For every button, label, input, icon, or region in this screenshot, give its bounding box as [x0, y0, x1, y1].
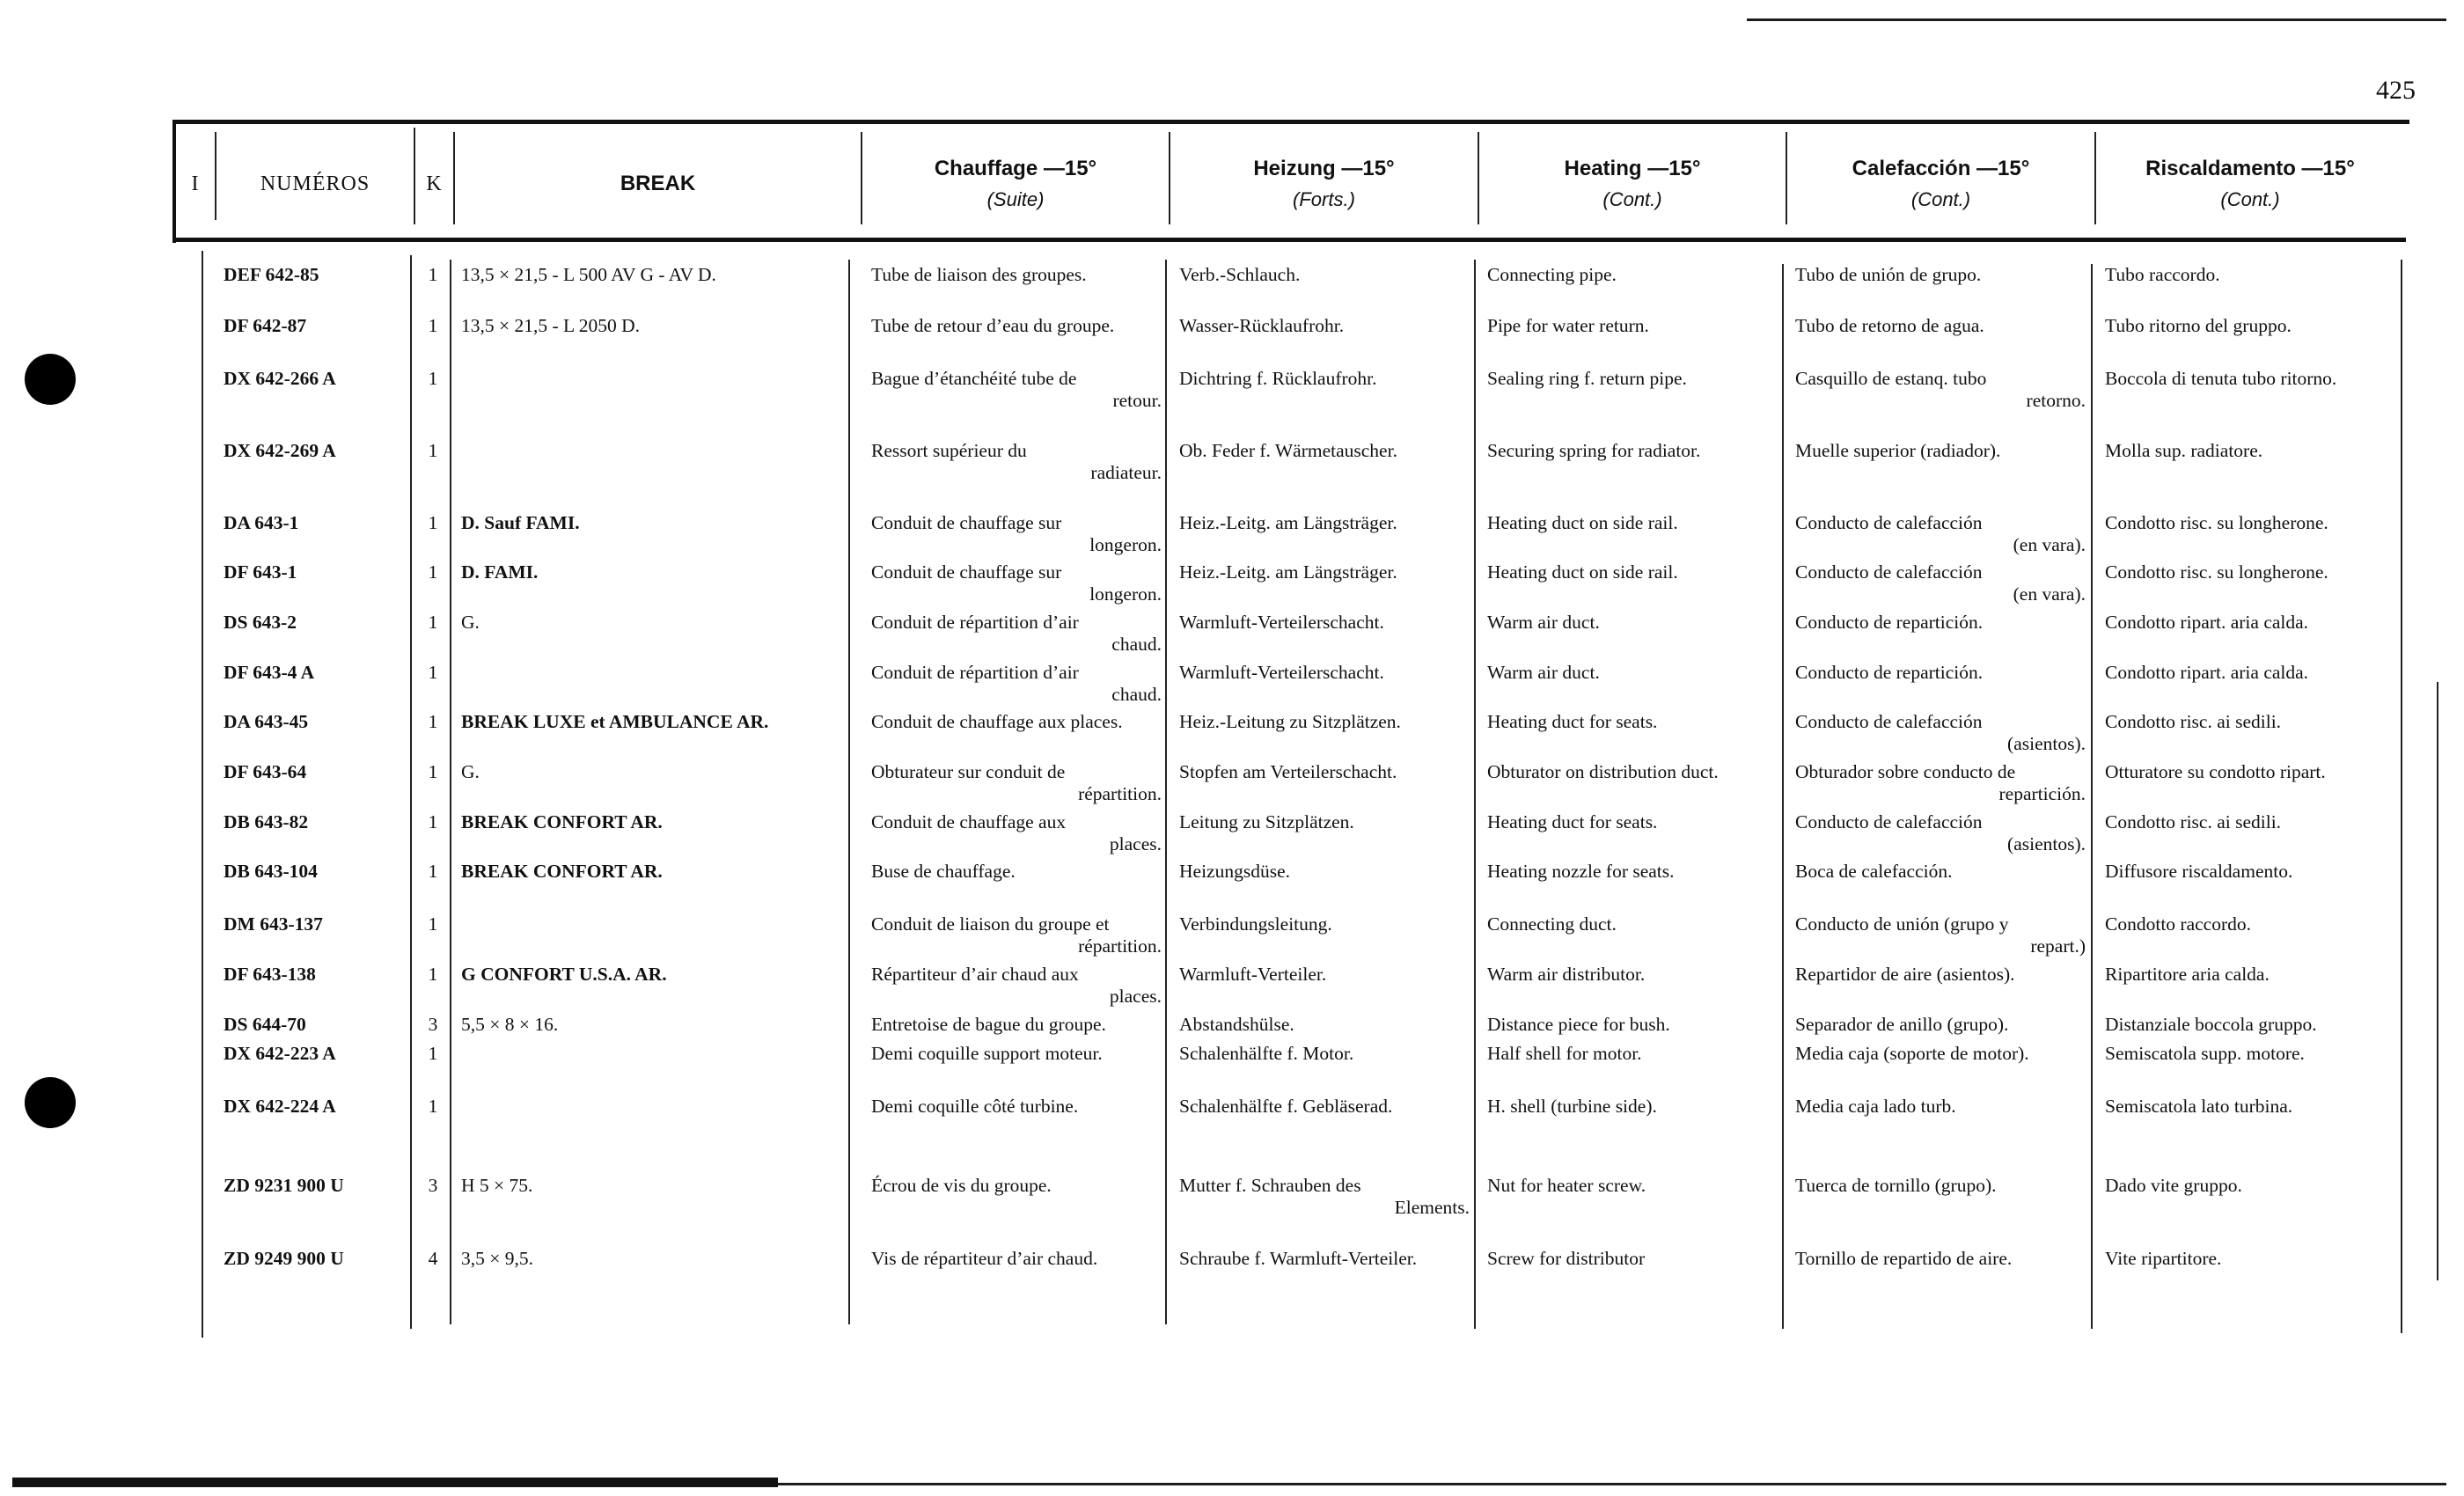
desc-it [2105, 913, 2395, 935]
quantity: 1 [428, 612, 438, 633]
desc-de [1179, 861, 1470, 883]
desc-de-line: Heizungsdüse. [1179, 861, 1290, 882]
desc-en [1487, 1096, 1778, 1118]
desc-en [1487, 811, 1778, 833]
desc-en-line: Distance piece for bush. [1487, 1014, 1670, 1035]
desc-it [2105, 315, 2395, 337]
desc-fr [871, 440, 1162, 484]
header-en [1479, 132, 1786, 236]
desc-en [1487, 1043, 1778, 1065]
page-number: 425 [2376, 76, 2416, 105]
part-number: DF 642-87 [224, 315, 307, 336]
desc-es [1795, 1096, 2086, 1118]
part-number: DX 642-269 A [224, 440, 336, 461]
desc-fr [871, 1043, 1162, 1065]
desc-fr-line: Bague d’étanchéité tube de [871, 368, 1077, 389]
desc-it-line: Semiscatola lato turbina. [2105, 1096, 2293, 1117]
part-number: DF 643-1 [224, 561, 297, 583]
desc-fr-line: répartition. [1078, 783, 1162, 804]
desc-es [1795, 612, 2086, 634]
desc-de [1179, 1096, 1470, 1118]
desc-en [1487, 561, 1778, 583]
desc-de-line: Verb.-Schlauch. [1179, 264, 1301, 285]
desc-en-line: Nut for heater screw. [1487, 1175, 1646, 1196]
desc-de [1179, 711, 1470, 733]
desc-fr-line: chaud. [1111, 634, 1162, 655]
quantity: 4 [428, 1248, 438, 1269]
desc-it [2105, 1175, 2395, 1197]
desc-es-line: Media caja (soporte de motor). [1795, 1043, 2029, 1064]
quantity: 1 [428, 264, 438, 285]
desc-es-line: Conducto de calefacción [1795, 561, 1983, 583]
desc-en-line: Heating duct for seats. [1487, 711, 1658, 732]
desc-de [1179, 368, 1470, 390]
desc-es [1795, 913, 2086, 957]
desc-it-line: Condotto ripart. aria calda. [2105, 612, 2309, 633]
header-en-sub: (Cont.) [1602, 188, 1662, 210]
desc-fr-line: Tube de retour d’eau du groupe. [871, 315, 1115, 336]
desc-fr [871, 662, 1162, 706]
header-de-sub: (Forts.) [1293, 188, 1355, 210]
desc-en [1487, 1014, 1778, 1036]
desc-en [1487, 761, 1778, 783]
desc-de-line: Warmluft-Verteilerschacht. [1179, 612, 1384, 633]
break-spec: 13,5 × 21,5 - L 500 AV G - AV D. [461, 264, 716, 285]
break-spec: H 5 × 75. [461, 1175, 533, 1196]
desc-es [1795, 811, 2086, 855]
desc-en-line: Obturator on distribution duct. [1487, 761, 1719, 782]
desc-es [1795, 315, 2086, 337]
break-spec: 13,5 × 21,5 - L 2050 D. [461, 315, 641, 336]
desc-es [1795, 1014, 2086, 1036]
desc-fr [871, 711, 1162, 733]
desc-es [1795, 964, 2086, 986]
desc-de [1179, 1014, 1470, 1036]
desc-fr-line: Demi coquille côté turbine. [871, 1096, 1079, 1117]
desc-it [2105, 512, 2395, 534]
break-spec: BREAK CONFORT AR. [461, 811, 663, 832]
desc-es [1795, 561, 2086, 605]
desc-it [2105, 264, 2395, 286]
desc-en-line: Screw for distributor [1487, 1248, 1646, 1269]
desc-en-line: Warm air duct. [1487, 612, 1600, 633]
desc-fr [871, 561, 1162, 605]
col-sep [848, 260, 850, 1324]
quantity: 3 [428, 1014, 438, 1035]
top-rule [1747, 18, 2446, 21]
desc-es [1795, 861, 2086, 883]
part-number: DF 643-4 A [224, 662, 315, 683]
break-spec: 5,5 × 8 × 16. [461, 1014, 559, 1035]
desc-de-line: Heiz.-Leitg. am Längsträger. [1179, 512, 1397, 533]
desc-en-line: Warm air duct. [1487, 662, 1600, 683]
quantity: 1 [428, 368, 438, 389]
desc-es [1795, 711, 2086, 755]
desc-en-line: Connecting duct. [1487, 913, 1617, 935]
desc-es [1795, 264, 2086, 286]
desc-es-line: Conducto de unión (grupo y [1795, 913, 2009, 935]
desc-de [1179, 440, 1470, 462]
desc-it [2105, 761, 2395, 783]
desc-it-line: Condotto risc. su longherone. [2105, 512, 2328, 533]
punch-hole-bottom [25, 1077, 76, 1128]
quantity: 1 [428, 761, 438, 782]
header-it-title: Riscaldamento —15° [2145, 157, 2355, 180]
desc-it-line: Vite ripartitore. [2105, 1248, 2222, 1269]
header-de [1170, 132, 1478, 236]
desc-es [1795, 368, 2086, 412]
part-number: DB 643-104 [224, 861, 318, 882]
desc-it [2105, 368, 2395, 390]
desc-fr-line: Répartiteur d’air chaud aux [871, 964, 1079, 985]
desc-en [1487, 913, 1778, 935]
desc-en [1487, 264, 1778, 286]
desc-de-line: Heiz.-Leitg. am Längsträger. [1179, 561, 1397, 583]
desc-es-line: Conducto de repartición. [1795, 612, 1984, 633]
col-sep [202, 251, 203, 1338]
desc-it [2105, 440, 2395, 462]
col-sep [410, 255, 412, 1329]
desc-fr-line: Demi coquille support moteur. [871, 1043, 1103, 1064]
desc-es [1795, 1248, 2086, 1270]
desc-fr-line: Conduit de répartition d’air [871, 662, 1079, 683]
desc-en [1487, 512, 1778, 534]
desc-de-line: Heiz.-Leitung zu Sitzplätzen. [1179, 711, 1401, 732]
desc-de-line: Leitung zu Sitzplätzen. [1179, 811, 1354, 832]
quantity: 1 [428, 315, 438, 336]
desc-de-line: Mutter f. Schrauben des [1179, 1175, 1361, 1196]
desc-en [1487, 662, 1778, 684]
desc-fr-line: chaud. [1111, 684, 1162, 705]
desc-es-line: Conducto de calefacción [1795, 811, 1983, 832]
desc-es [1795, 761, 2086, 805]
desc-it-line: Distanziale boccola gruppo. [2105, 1014, 2317, 1035]
desc-en-line: Heating duct on side rail. [1487, 512, 1678, 533]
desc-de [1179, 561, 1470, 583]
desc-de [1179, 761, 1470, 783]
desc-fr [871, 512, 1162, 556]
desc-fr-line: radiateur. [1090, 462, 1162, 483]
desc-de [1179, 264, 1470, 286]
desc-de-line: Elements. [1394, 1197, 1470, 1218]
desc-es-line: Conducto de repartición. [1795, 662, 1984, 683]
break-spec: BREAK LUXE et AMBULANCE AR. [461, 711, 769, 732]
desc-en [1487, 861, 1778, 883]
desc-it-line: Tubo ritorno del gruppo. [2105, 315, 2292, 336]
desc-de-line: Stopfen am Verteilerschacht. [1179, 761, 1397, 782]
desc-fr [871, 1175, 1162, 1197]
quantity: 1 [428, 913, 438, 935]
col-sep [1165, 260, 1167, 1324]
desc-it-line: Semiscatola supp. motore. [2105, 1043, 2305, 1064]
desc-de-line: Schraube f. Warmluft-Verteiler. [1179, 1248, 1418, 1269]
desc-fr [871, 1014, 1162, 1036]
desc-fr-line: Buse de chauffage. [871, 861, 1016, 882]
desc-fr [871, 1096, 1162, 1118]
desc-fr-line: Tube de liaison des groupes. [871, 264, 1087, 285]
desc-es-line: Muelle superior (radiador). [1795, 440, 2001, 461]
col-sep [1474, 260, 1476, 1329]
quantity: 1 [428, 811, 438, 832]
desc-it [2105, 861, 2395, 883]
desc-fr-line: Conduit de liaison du groupe et [871, 913, 1110, 935]
desc-it [2105, 711, 2395, 733]
col-sep [2437, 682, 2438, 1280]
desc-fr [871, 913, 1162, 957]
quantity: 1 [428, 711, 438, 732]
desc-en-line: Warm air distributor. [1487, 964, 1646, 985]
desc-en-line: Heating nozzle for seats. [1487, 861, 1675, 882]
part-number: DF 643-64 [224, 761, 307, 782]
desc-it-line: Condotto risc. ai sedili. [2105, 711, 2282, 732]
desc-es-line: Tornillo de repartido de aire. [1795, 1248, 2013, 1269]
header-numeros: NUMÉROS [260, 172, 370, 195]
header-es-sub: (Cont.) [1910, 188, 1971, 210]
header-en-title: Heating —15° [1564, 157, 1701, 180]
desc-de-line: Abstandshülse. [1179, 1014, 1294, 1035]
desc-it-line: Condotto ripart. aria calda. [2105, 662, 2309, 683]
header-break: BREAK [620, 172, 696, 195]
desc-fr [871, 761, 1162, 805]
desc-fr [871, 264, 1162, 286]
part-number: DB 643-82 [224, 811, 309, 832]
quantity: 1 [428, 561, 438, 583]
desc-fr [871, 811, 1162, 855]
desc-fr-line: Ressort supérieur du [871, 440, 1027, 461]
desc-it [2105, 964, 2395, 986]
desc-es-line: Separador de anillo (grupo). [1795, 1014, 2009, 1035]
desc-fr-line: Conduit de répartition d’air [871, 612, 1079, 633]
desc-fr-line: Vis de répartiteur d’air chaud. [871, 1248, 1098, 1269]
bottom-rule [778, 1483, 2446, 1485]
col-sep [1782, 264, 1784, 1329]
desc-fr [871, 315, 1162, 337]
punch-hole-top [25, 354, 76, 405]
desc-de [1179, 1175, 1470, 1219]
desc-es [1795, 1175, 2086, 1197]
desc-es-line: (en vara). [2013, 583, 2086, 605]
desc-en [1487, 368, 1778, 390]
header-index: I [191, 172, 200, 195]
part-number: DS 644-70 [224, 1014, 306, 1035]
col-sep [450, 260, 451, 1324]
desc-it-line: Ripartitore aria calda. [2105, 964, 2270, 985]
desc-it-line: Dado vite gruppo. [2105, 1175, 2242, 1196]
part-number: DF 643-138 [224, 964, 316, 985]
header-es-title: Calefacción —15° [1852, 157, 2030, 180]
quantity: 1 [428, 861, 438, 882]
desc-es-line: Media caja lado turb. [1795, 1096, 1956, 1117]
quantity: 1 [428, 964, 438, 985]
part-number: DA 643-45 [224, 711, 309, 732]
break-spec: BREAK CONFORT AR. [461, 861, 663, 882]
desc-es-line: Tuerca de tornillo (grupo). [1795, 1175, 1997, 1196]
part-number: ZD 9249 900 U [224, 1248, 344, 1269]
desc-es-line: repartición. [1998, 783, 2086, 804]
desc-en [1487, 1248, 1778, 1270]
header-fr [862, 132, 1169, 236]
desc-de [1179, 964, 1470, 986]
desc-es-line: Conducto de calefacción [1795, 711, 1983, 732]
desc-es-line: Conducto de calefacción [1795, 512, 1983, 533]
desc-fr [871, 861, 1162, 883]
break-spec: D. FAMI. [461, 561, 539, 583]
desc-es-line: (en vara). [2013, 534, 2086, 555]
break-spec: G. [461, 761, 480, 782]
desc-es-line: Casquillo de estanq. tubo [1795, 368, 1987, 389]
header-es [1787, 132, 2094, 236]
break-spec: G. [461, 612, 480, 633]
quantity: 1 [428, 1043, 438, 1064]
desc-es-line: (asientos). [2007, 733, 2086, 754]
desc-fr-line: places. [1109, 986, 1162, 1007]
desc-de-line: Ob. Feder f. Wärmetauscher. [1179, 440, 1397, 461]
desc-en [1487, 440, 1778, 462]
desc-en [1487, 964, 1778, 986]
desc-it [2105, 612, 2395, 634]
part-number: DX 642-223 A [224, 1043, 336, 1064]
desc-de [1179, 662, 1470, 684]
part-number: DA 643-1 [224, 512, 299, 533]
desc-it [2105, 1248, 2395, 1270]
desc-de [1179, 1043, 1470, 1065]
desc-en-line: Securing spring for radiator. [1487, 440, 1701, 461]
quantity: 1 [428, 440, 438, 461]
header-de-title: Heizung —15° [1253, 157, 1395, 180]
desc-en [1487, 315, 1778, 337]
part-number: DEF 642-85 [224, 264, 319, 285]
desc-de-line: Warmluft-Verteiler. [1179, 964, 1327, 985]
desc-fr [871, 1248, 1162, 1270]
part-number: DS 643-2 [224, 612, 297, 633]
desc-es-line: repart.) [2030, 935, 2086, 957]
desc-es-line: Obturador sobre conducto de [1795, 761, 2016, 782]
desc-it-line: Boccola di tenuta tubo ritorno. [2105, 368, 2337, 389]
desc-en-line: Half shell for motor. [1487, 1043, 1642, 1064]
header-fr-title: Chauffage —15° [934, 157, 1097, 180]
desc-es-line: Tubo de retorno de agua. [1795, 315, 1984, 336]
desc-en [1487, 711, 1778, 733]
desc-de-line: Wasser-Rücklaufrohr. [1179, 315, 1345, 336]
desc-it [2105, 662, 2395, 684]
desc-fr-line: retour. [1112, 390, 1162, 411]
desc-es-line: retorno. [2026, 390, 2086, 411]
header-it-sub: (Cont.) [2220, 188, 2280, 210]
desc-fr-line: Obturateur sur conduit de [871, 761, 1066, 782]
desc-it-line: Diffusore riscaldamento. [2105, 861, 2293, 882]
part-number: DX 642-224 A [224, 1096, 336, 1117]
desc-es [1795, 662, 2086, 684]
part-number: DM 643-137 [224, 913, 323, 935]
desc-en-line: Sealing ring f. return pipe. [1487, 368, 1687, 389]
desc-de-line: Verbindungsleitung. [1179, 913, 1332, 935]
desc-fr-line: Conduit de chauffage sur [871, 561, 1062, 583]
desc-it-line: Condotto raccordo. [2105, 913, 2251, 935]
header-it [2096, 132, 2404, 236]
quantity: 1 [428, 1096, 438, 1117]
desc-es-line: Tubo de unión de grupo. [1795, 264, 1982, 285]
desc-fr-line: Écrou de vis du groupe. [871, 1175, 1052, 1196]
desc-de-line: Schalenhälfte f. Motor. [1179, 1043, 1354, 1064]
break-spec: G CONFORT U.S.A. AR. [461, 964, 667, 985]
col-sep [2401, 260, 2402, 1333]
desc-it [2105, 1014, 2395, 1036]
desc-it [2105, 1043, 2395, 1065]
desc-en-line: Pipe for water return. [1487, 315, 1649, 336]
break-spec: D. Sauf FAMI. [461, 512, 580, 533]
desc-fr [871, 612, 1162, 656]
bottom-bar [12, 1478, 778, 1487]
desc-de [1179, 811, 1470, 833]
table-header-rule [172, 238, 2406, 242]
desc-fr [871, 368, 1162, 412]
quantity: 1 [428, 512, 438, 533]
desc-en-line: Heating duct for seats. [1487, 811, 1658, 832]
desc-fr-line: longeron. [1089, 534, 1162, 555]
desc-en [1487, 612, 1778, 634]
desc-es-line: (asientos). [2007, 833, 2086, 854]
desc-it-line: Condotto risc. su longherone. [2105, 561, 2328, 583]
desc-it [2105, 561, 2395, 583]
desc-fr-line: Entretoise de bague du groupe. [871, 1014, 1106, 1035]
desc-fr-line: longeron. [1089, 583, 1162, 605]
desc-it [2105, 811, 2395, 833]
desc-it-line: Otturatore su condotto ripart. [2105, 761, 2326, 782]
desc-de [1179, 512, 1470, 534]
desc-fr-line: places. [1109, 833, 1162, 854]
header-fr-sub: (Suite) [986, 188, 1045, 210]
desc-en-line: Connecting pipe. [1487, 264, 1617, 285]
quantity: 1 [428, 662, 438, 683]
part-number: DX 642-266 A [224, 368, 336, 389]
quantity: 3 [428, 1175, 438, 1196]
desc-de [1179, 612, 1470, 634]
desc-de [1179, 315, 1470, 337]
desc-es [1795, 440, 2086, 462]
part-number: ZD 9231 900 U [224, 1175, 344, 1196]
desc-it-line: Tubo raccordo. [2105, 264, 2220, 285]
desc-de-line: Schalenhälfte f. Gebläserad. [1179, 1096, 1393, 1117]
desc-de-line: Dichtring f. Rücklaufrohr. [1179, 368, 1377, 389]
desc-fr-line: Conduit de chauffage aux [871, 811, 1067, 832]
header-k: K [426, 172, 443, 195]
desc-de-line: Warmluft-Verteilerschacht. [1179, 662, 1384, 683]
desc-es-line: Repartidor de aire (asientos). [1795, 964, 2015, 985]
desc-fr [871, 964, 1162, 1008]
desc-fr-line: répartition. [1078, 935, 1162, 957]
desc-es-line: Boca de calefacción. [1795, 861, 1953, 882]
break-spec: 3,5 × 9,5. [461, 1248, 534, 1269]
desc-en-line: H. shell (turbine side). [1487, 1096, 1657, 1117]
desc-it-line: Molla sup. radiatore. [2105, 440, 2263, 461]
desc-de [1179, 913, 1470, 935]
desc-fr-line: Conduit de chauffage aux places. [871, 711, 1123, 732]
desc-fr-line: Conduit de chauffage sur [871, 512, 1062, 533]
desc-it [2105, 1096, 2395, 1118]
desc-de [1179, 1248, 1470, 1270]
desc-es [1795, 1043, 2086, 1065]
col-sep [2091, 264, 2093, 1329]
desc-en-line: Heating duct on side rail. [1487, 561, 1678, 583]
desc-es [1795, 512, 2086, 556]
desc-en [1487, 1175, 1778, 1197]
desc-it-line: Condotto risc. ai sedili. [2105, 811, 2282, 832]
